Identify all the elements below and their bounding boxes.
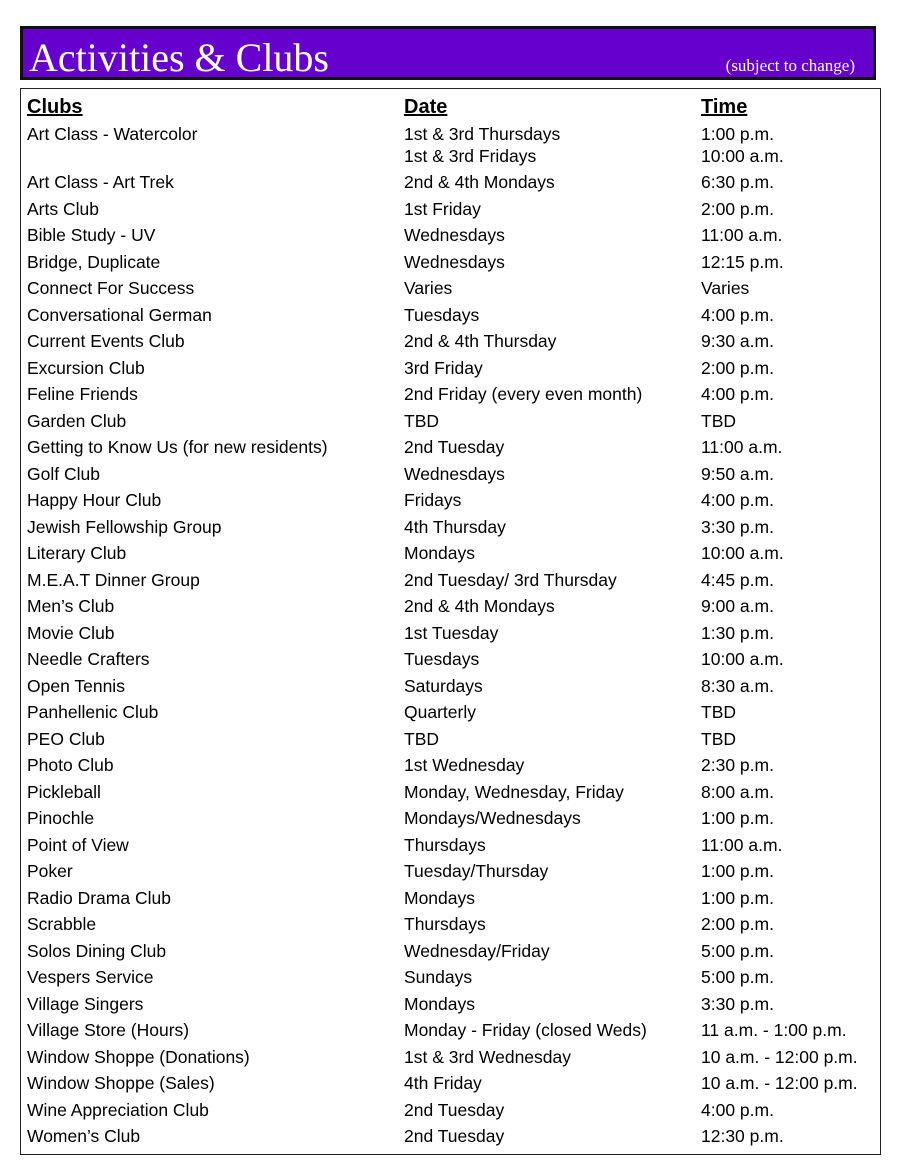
time-cell: 9:00 a.m. — [701, 596, 774, 616]
club-name-cell: M.E.A.T Dinner Group — [27, 569, 200, 590]
club-name-cell: Bible Study - UV — [27, 225, 156, 245]
time-cell: 1:00 p.m. 10:00 a.m. — [701, 124, 784, 166]
club-name-cell: Panhellenic Club — [27, 702, 159, 722]
club-name-cell: Getting to Know Us (for new residents) — [27, 437, 328, 457]
table-row — [21, 224, 880, 251]
time-cell: 10 a.m. - 12:00 p.m. — [701, 1046, 858, 1067]
date-cell: Quarterly — [404, 702, 476, 722]
table-row — [21, 648, 880, 675]
time-cell: 10:00 a.m. — [701, 543, 784, 563]
column-header-date: Date — [404, 96, 448, 118]
table-row — [21, 966, 880, 993]
time-cell: 9:50 a.m. — [701, 463, 774, 484]
table-row — [21, 569, 880, 596]
time-cell: TBD — [701, 728, 736, 749]
time-cell: 5:00 p.m. — [701, 967, 774, 987]
table-row — [21, 1019, 880, 1046]
date-cell: Monday, Wednesday, Friday — [404, 781, 624, 802]
table-row — [21, 251, 880, 278]
date-cell: 1st Wednesday — [404, 755, 525, 775]
date-cell: 1st & 3rd Thursdays 1st & 3rd Fridays — [404, 124, 561, 166]
time-cell: 2:00 p.m. — [701, 198, 774, 219]
date-cell: Saturdays — [404, 675, 483, 696]
club-name-cell: Connect For Success — [27, 278, 195, 298]
date-cell: 2nd & 4th Mondays — [404, 172, 555, 192]
date-cell: Mondays — [404, 543, 476, 563]
date-cell: 1st Tuesday — [404, 622, 499, 643]
table-row — [21, 436, 880, 463]
column-header-time: Time — [701, 96, 748, 118]
date-cell: 4th Friday — [404, 1073, 482, 1093]
club-name-cell: Solos Dining Club — [27, 940, 167, 961]
time-cell: 1:30 p.m. — [701, 622, 774, 643]
time-cell: 6:30 p.m. — [701, 172, 774, 192]
club-name-cell: Happy Hour Club — [27, 490, 162, 510]
table-row — [21, 728, 880, 755]
table-row — [21, 1125, 880, 1152]
table-row — [21, 807, 880, 834]
club-name-cell: Village Singers — [27, 993, 144, 1014]
table-row — [21, 993, 880, 1020]
column-header-clubs: Clubs — [27, 96, 83, 118]
club-name-cell: Needle Crafters — [27, 649, 150, 669]
club-name-cell: Radio Drama Club — [27, 887, 171, 908]
club-name-cell: Vespers Service — [27, 967, 154, 987]
date-cell: Wednesdays — [404, 225, 505, 245]
table-row — [21, 1046, 880, 1073]
time-cell: 3:30 p.m. — [701, 516, 774, 537]
time-cell: 11:00 a.m. — [701, 834, 783, 855]
table-row — [21, 123, 880, 171]
time-cell: 4:00 p.m. — [701, 304, 774, 325]
time-cell: 8:30 a.m. — [701, 675, 774, 696]
time-cell: 4:00 p.m. — [701, 490, 774, 510]
table-row — [21, 463, 880, 490]
date-cell: 2nd Tuesday — [404, 437, 505, 457]
table-row — [21, 1099, 880, 1126]
club-name-cell: Photo Club — [27, 755, 114, 775]
date-cell: Sundays — [404, 967, 473, 987]
table-row — [21, 754, 880, 781]
club-name-cell: Movie Club — [27, 622, 115, 643]
table-row — [21, 383, 880, 410]
date-cell: Tuesdays — [404, 304, 480, 325]
time-cell: 1:00 p.m. — [701, 861, 774, 881]
date-cell: 2nd & 4th Thursday — [404, 331, 557, 351]
table-row — [21, 860, 880, 887]
club-name-cell: Bridge, Duplicate — [27, 251, 161, 272]
table-row — [21, 516, 880, 543]
time-cell: 4:45 p.m. — [701, 569, 774, 590]
table-body — [21, 123, 880, 1152]
club-name-cell: Excursion Club — [27, 357, 145, 378]
time-cell: 5:00 p.m. — [701, 940, 774, 961]
date-cell: 1st & 3rd Wednesday — [404, 1046, 571, 1067]
table-row — [21, 781, 880, 808]
date-cell: Monday - Friday (closed Weds) — [404, 1020, 647, 1040]
date-cell: TBD — [404, 728, 439, 749]
date-cell: Tuesday/Thursday — [404, 861, 549, 881]
time-cell: 11:00 a.m. — [701, 225, 783, 245]
date-cell: Mondays — [404, 993, 476, 1014]
table-row — [21, 304, 880, 331]
date-cell: Fridays — [404, 490, 462, 510]
table-row — [21, 595, 880, 622]
date-cell: Wednesday/Friday — [404, 940, 550, 961]
club-name-cell: Pinochle — [27, 808, 95, 828]
table-row — [21, 357, 880, 384]
date-cell: 2nd Tuesday — [404, 1099, 505, 1120]
header-banner — [20, 26, 876, 80]
time-cell: 9:30 a.m. — [701, 331, 774, 351]
table-row — [21, 675, 880, 702]
club-name-cell: Art Class - Art Trek — [27, 172, 174, 192]
time-cell: TBD — [701, 702, 736, 722]
club-name-cell: Scrabble — [27, 914, 97, 934]
time-cell: 1:00 p.m. — [701, 808, 774, 828]
date-cell: 2nd Tuesday — [404, 1126, 505, 1146]
club-name-cell: Wine Appreciation Club — [27, 1099, 209, 1120]
time-cell: 1:00 p.m. — [701, 887, 774, 908]
table-row — [21, 410, 880, 437]
club-name-cell: Golf Club — [27, 463, 100, 484]
page-title: Activities & Clubs — [29, 35, 329, 80]
time-cell: 12:15 p.m. — [701, 251, 784, 272]
date-cell: 2nd Tuesday/ 3rd Thursday — [404, 569, 617, 590]
club-name-cell: Point of View — [27, 834, 129, 855]
time-cell: 10 a.m. - 12:00 p.m. — [701, 1073, 858, 1093]
time-cell: 11 a.m. - 1:00 p.m. — [701, 1020, 847, 1040]
date-cell: Thursdays — [404, 834, 486, 855]
club-name-cell: Women’s Club — [27, 1126, 141, 1146]
club-name-cell: Conversational German — [27, 304, 212, 325]
table-row — [21, 489, 880, 516]
time-cell: Varies — [701, 278, 750, 298]
date-cell: Wednesdays — [404, 251, 505, 272]
time-cell: 3:30 p.m. — [701, 993, 774, 1014]
table-row — [21, 940, 880, 967]
table-row — [21, 198, 880, 225]
time-cell: 2:00 p.m. — [701, 914, 774, 934]
date-cell: Varies — [404, 278, 453, 298]
table-row — [21, 887, 880, 914]
club-name-cell: Poker — [27, 861, 73, 881]
time-cell: 4:00 p.m. — [701, 384, 774, 404]
table-row — [21, 701, 880, 728]
club-name-cell: Literary Club — [27, 543, 127, 563]
club-name-cell: Men’s Club — [27, 596, 115, 616]
club-name-cell: Window Shoppe (Donations) — [27, 1046, 250, 1067]
time-cell: 10:00 a.m. — [701, 649, 784, 669]
subject-to-change-note: (subject to change) — [725, 56, 855, 75]
date-cell: 1st Friday — [404, 198, 481, 219]
table-row — [21, 1072, 880, 1099]
club-name-cell: Village Store (Hours) — [27, 1020, 190, 1040]
time-cell: 2:00 p.m. — [701, 357, 774, 378]
time-cell: 4:00 p.m. — [701, 1099, 774, 1120]
time-cell: 2:30 p.m. — [701, 755, 774, 775]
table-row — [21, 622, 880, 649]
table-row — [21, 277, 880, 304]
club-name-cell: Feline Friends — [27, 384, 138, 404]
club-name-cell: Current Events Club — [27, 331, 185, 351]
date-cell: Mondays — [404, 887, 476, 908]
table-header-row — [21, 94, 880, 120]
date-cell: Thursdays — [404, 914, 486, 934]
clubs-table — [20, 88, 881, 1155]
date-cell: Tuesdays — [404, 649, 480, 669]
club-name-cell: Garden Club — [27, 410, 127, 431]
date-cell: Wednesdays — [404, 463, 505, 484]
club-name-cell: Arts Club — [27, 198, 99, 219]
date-cell: 4th Thursday — [404, 516, 506, 537]
club-name-cell: Open Tennis — [27, 675, 125, 696]
club-name-cell: Jewish Fellowship Group — [27, 516, 222, 537]
table-row — [21, 542, 880, 569]
club-name-cell: Pickleball — [27, 781, 101, 802]
date-cell: 3rd Friday — [404, 357, 483, 378]
table-row — [21, 330, 880, 357]
date-cell: Mondays/Wednesdays — [404, 808, 581, 828]
time-cell: TBD — [701, 410, 736, 431]
time-cell: 11:00 a.m. — [701, 437, 783, 457]
time-cell: 8:00 a.m. — [701, 781, 774, 802]
table-row — [21, 171, 880, 198]
date-cell: 2nd Friday (every even month) — [404, 384, 643, 404]
date-cell: TBD — [404, 410, 439, 431]
table-row — [21, 913, 880, 940]
club-name-cell: Art Class - Watercolor — [27, 124, 198, 144]
date-cell: 2nd & 4th Mondays — [404, 596, 555, 616]
time-cell: 12:30 p.m. — [701, 1126, 784, 1146]
club-name-cell: Window Shoppe (Sales) — [27, 1073, 215, 1093]
club-name-cell: PEO Club — [27, 728, 105, 749]
table-row — [21, 834, 880, 861]
